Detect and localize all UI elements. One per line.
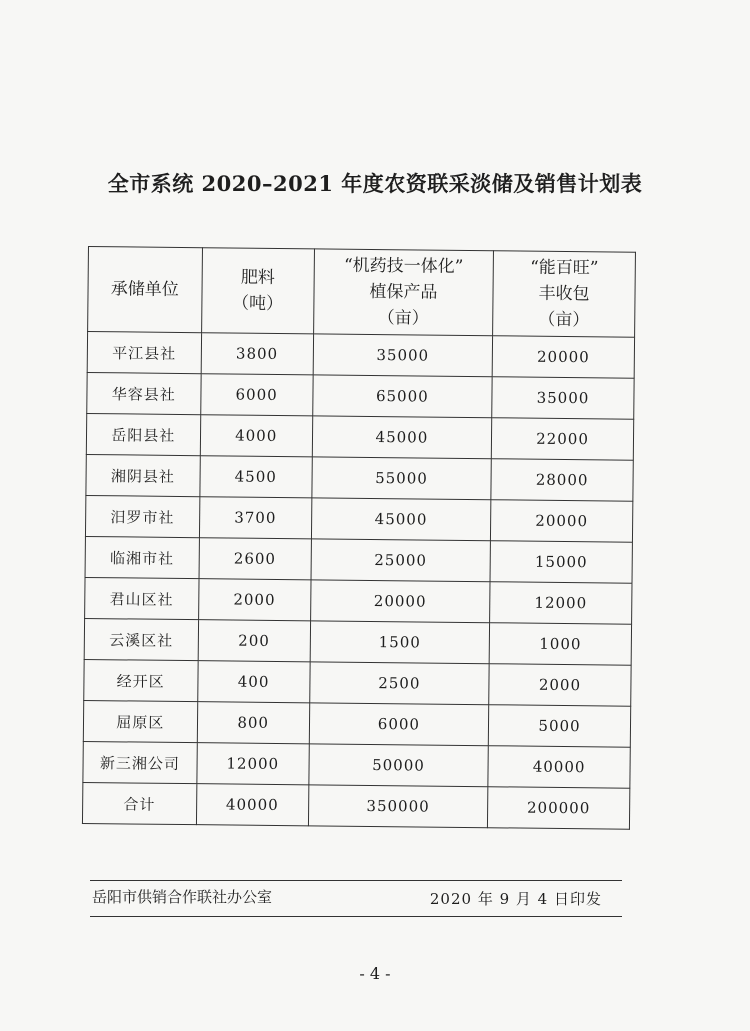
cell-agro: 50000 <box>309 744 489 787</box>
cell-agro: 35000 <box>313 334 493 377</box>
header-package-line2: 丰收包 <box>538 283 590 305</box>
cell-package: 2000 <box>489 664 631 706</box>
cell-fertilizer: 200 <box>198 620 311 662</box>
cell-package: 35000 <box>492 377 634 419</box>
header-package-line1: “能百旺” <box>530 257 599 279</box>
cell-package: 22000 <box>491 418 633 460</box>
cell-package: 200000 <box>488 787 630 829</box>
cell-agro: 25000 <box>311 539 491 582</box>
cell-fertilizer: 3800 <box>201 333 314 375</box>
cell-fertilizer: 12000 <box>196 743 309 785</box>
cell-unit: 新三湘公司 <box>83 741 197 783</box>
table-row <box>85 536 632 583</box>
cell-unit: 云溪区社 <box>84 618 198 660</box>
header-unit <box>88 247 202 333</box>
header-package <box>493 251 636 337</box>
cell-package: 15000 <box>490 541 632 583</box>
cell-unit: 平江县社 <box>87 332 201 374</box>
cell-agro: 20000 <box>310 580 490 623</box>
cell-unit: 湘阴县社 <box>86 454 200 496</box>
cell-unit: 合计 <box>82 782 196 824</box>
cell-agro: 55000 <box>312 457 492 500</box>
cell-package: 1000 <box>489 623 631 665</box>
header-fertilizer <box>201 248 314 334</box>
table-row <box>83 741 630 788</box>
cell-unit: 汨罗市社 <box>85 495 199 537</box>
table-row <box>85 495 632 542</box>
footer-issuer: 岳阳市供销合作联社办公室 <box>92 888 273 906</box>
cell-package: 28000 <box>491 459 633 501</box>
cell-fertilizer: 2600 <box>199 538 312 580</box>
cell-package: 40000 <box>488 746 630 788</box>
header-agro <box>313 249 493 336</box>
cell-agro: 350000 <box>308 785 488 828</box>
table-row <box>86 454 633 501</box>
cell-agro: 2500 <box>309 662 489 705</box>
cell-fertilizer: 800 <box>197 702 310 744</box>
header-unit-label: 承储单位 <box>110 279 179 300</box>
cell-package: 5000 <box>488 705 630 747</box>
cell-fertilizer: 6000 <box>200 374 313 416</box>
plan-table <box>82 246 636 830</box>
cell-agro: 6000 <box>309 703 489 746</box>
cell-fertilizer: 4000 <box>200 415 313 457</box>
table-row <box>87 332 634 379</box>
document-title: 全市系统 2020–2021 年度农资联采淡储及销售计划表 <box>107 171 643 196</box>
cell-unit: 经开区 <box>84 659 198 701</box>
cell-agro: 1500 <box>310 621 490 664</box>
table-row <box>83 700 630 747</box>
cell-package: 12000 <box>490 582 632 624</box>
header-fertilizer-unit: （吨） <box>231 293 284 315</box>
table-row <box>84 618 631 665</box>
footer-issue-date: 2020 年 9 月 4 日印发 <box>429 890 602 908</box>
cell-fertilizer: 3700 <box>199 497 312 539</box>
table-total-row <box>82 782 629 829</box>
footer-divider-top <box>90 880 622 881</box>
cell-agro: 65000 <box>312 375 492 418</box>
header-fertilizer-name: 肥料 <box>240 267 275 288</box>
header-package-unit: （亩） <box>538 309 590 331</box>
header-agro-unit: （亩） <box>377 308 429 329</box>
cell-fertilizer: 2000 <box>198 579 311 621</box>
cell-fertilizer: 4500 <box>199 456 312 498</box>
table-row <box>84 659 631 706</box>
cell-unit: 岳阳县社 <box>86 413 200 455</box>
cell-unit: 华容县社 <box>87 372 201 414</box>
header-agro-line2: 植保产品 <box>369 281 438 303</box>
cell-fertilizer: 40000 <box>196 784 309 826</box>
cell-agro: 45000 <box>311 498 491 541</box>
page-number: - 4 - <box>359 964 391 983</box>
cell-unit: 君山区社 <box>85 577 199 619</box>
cell-unit: 屈原区 <box>83 700 197 742</box>
cell-unit: 临湘市社 <box>85 536 199 578</box>
cell-agro: 45000 <box>312 416 492 459</box>
table-row <box>85 577 632 624</box>
table-header-row <box>88 247 636 338</box>
footer-divider-bottom <box>90 916 622 917</box>
table-row <box>87 372 634 419</box>
cell-package: 20000 <box>492 336 634 378</box>
table-row <box>86 413 633 460</box>
cell-fertilizer: 400 <box>197 661 310 703</box>
header-agro-line1: “机药技一体化” <box>343 255 464 277</box>
cell-package: 20000 <box>491 500 633 542</box>
